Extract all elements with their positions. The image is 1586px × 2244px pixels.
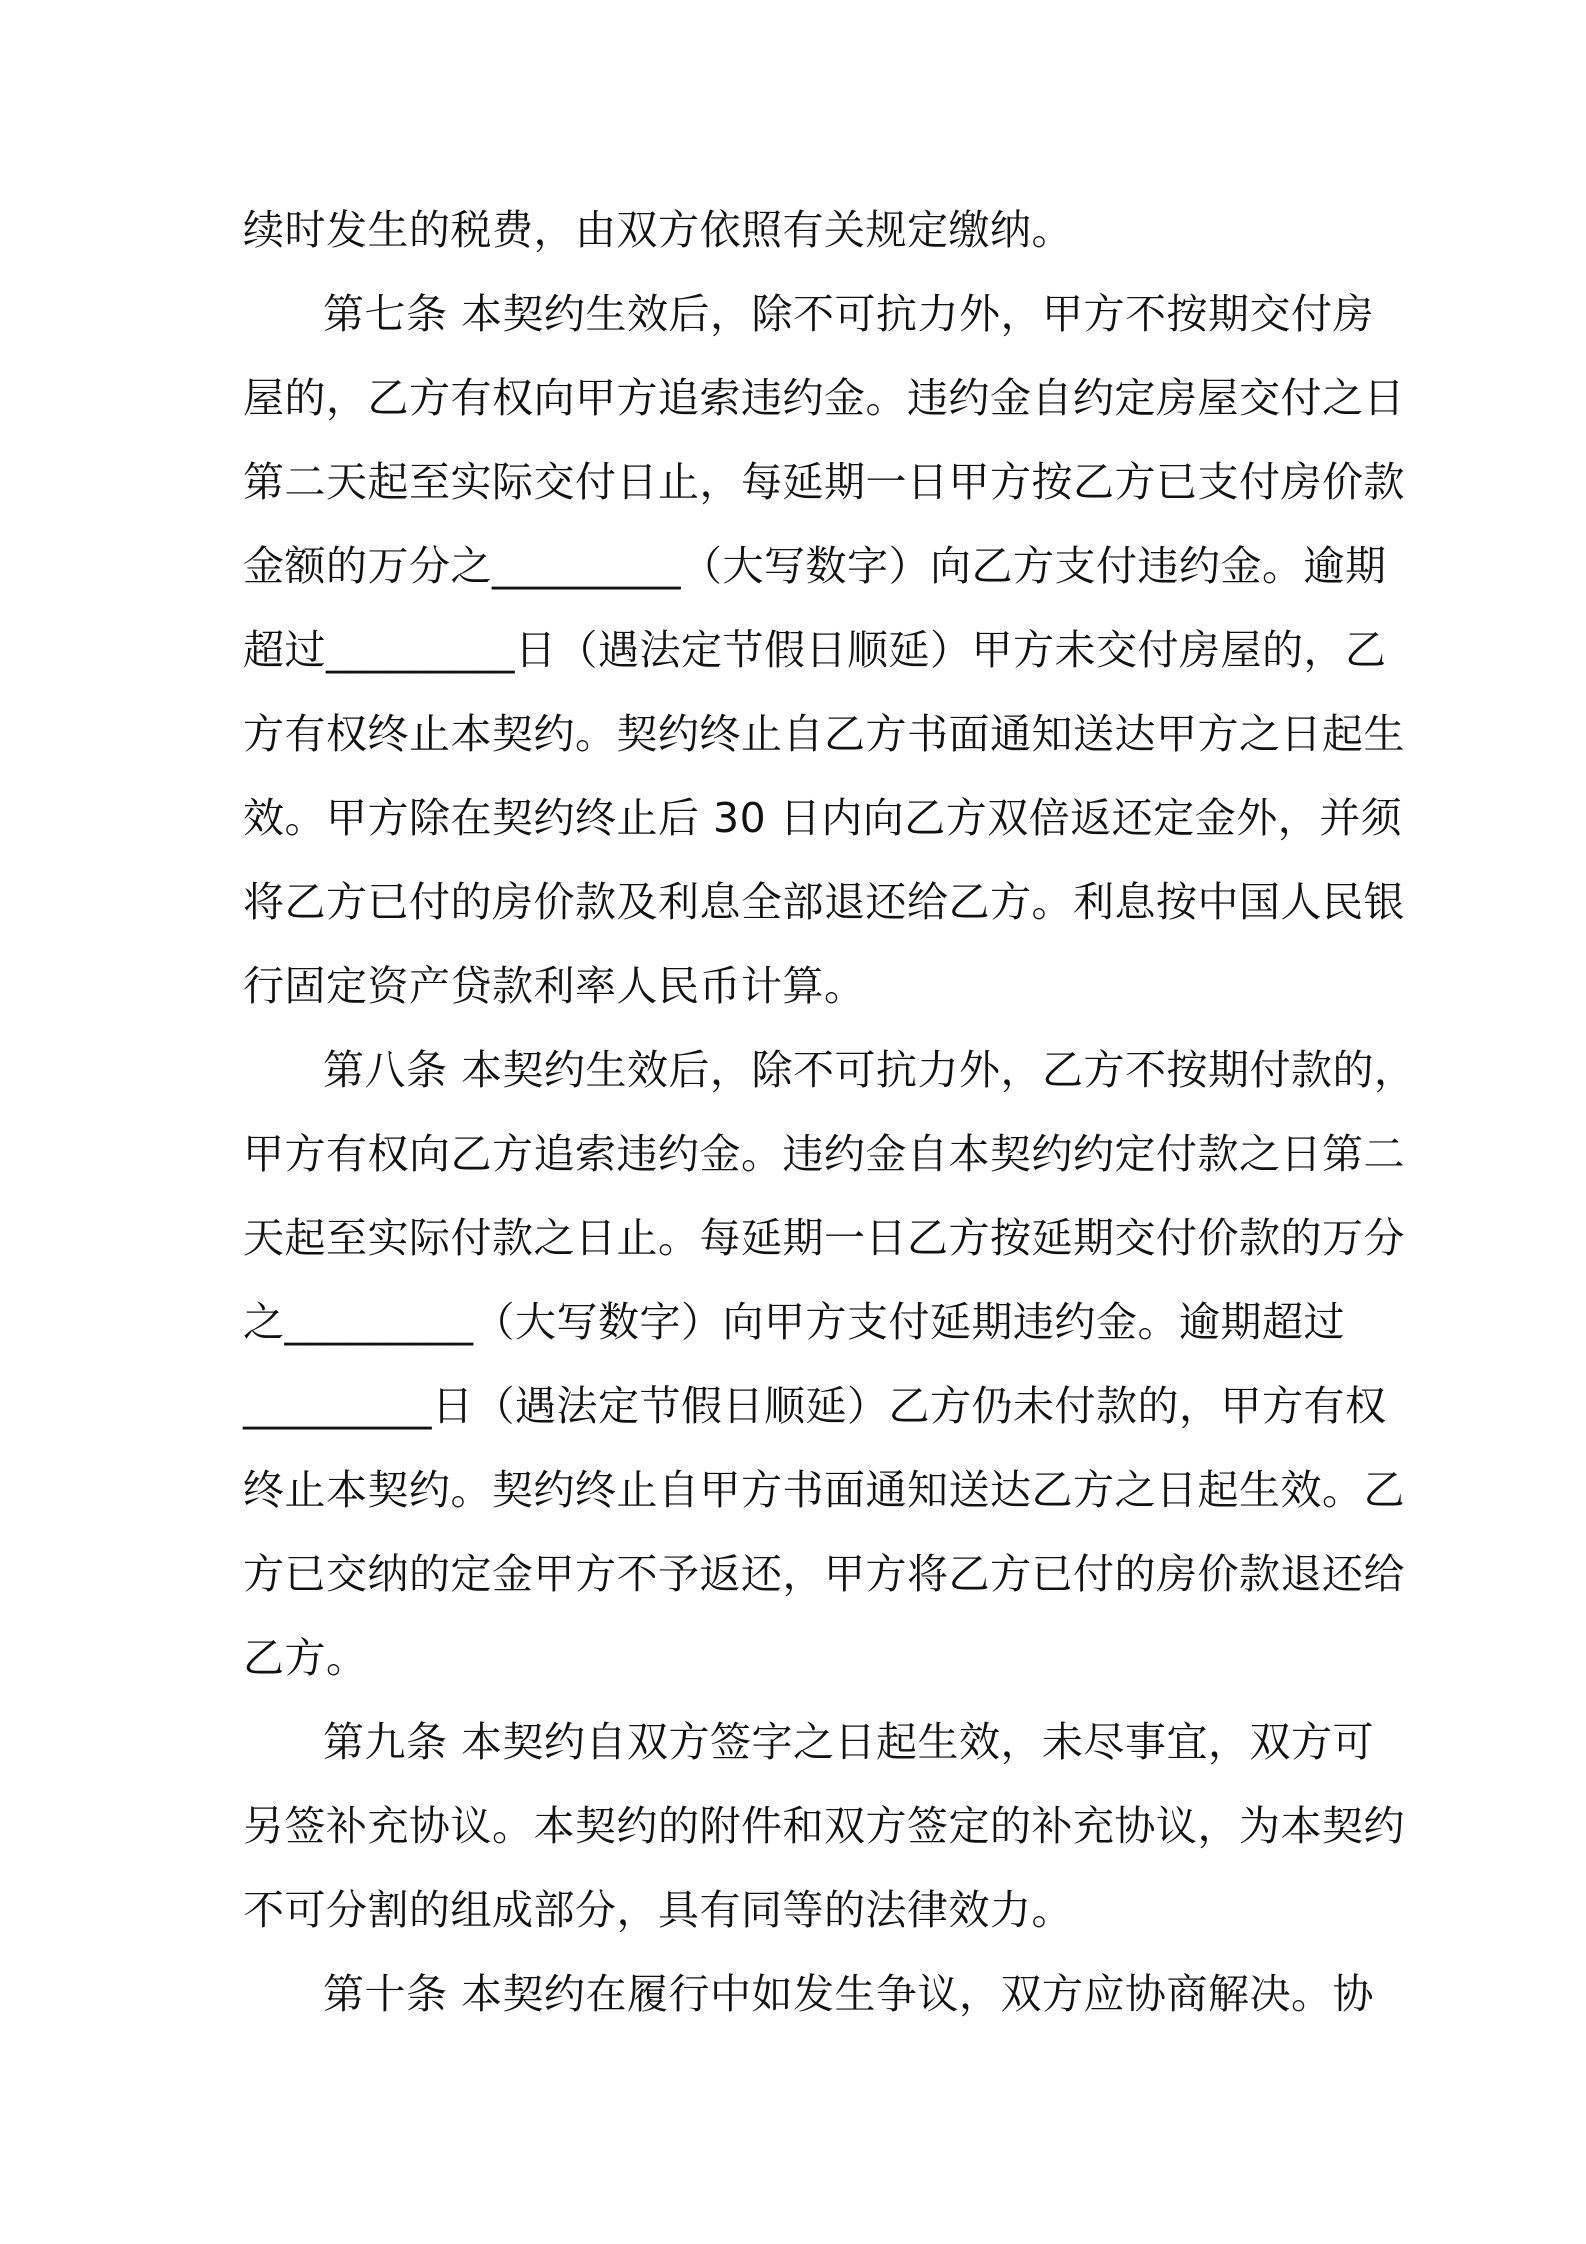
text-line: 第二天起至实际交付日止，每延期一日甲方按乙方已支付房价款 [243,458,1405,506]
article-9-heading-line: 第九条 本契约自双方签字之日起生效，未尽事宜，双方可 [323,1718,1375,1766]
text-line: _________日（遇法定节假日顺延）乙方仍未付款的，甲方有权 [243,1382,1387,1430]
text-line: 效。甲方除在契约终止后 30 日内向乙方双倍返还定金外，并须 [243,794,1403,842]
text-line: 终止本契约。契约终止自甲方书面通知送达乙方之日起生效。乙 [243,1466,1405,1514]
text-line: 甲方有权向乙方追索违约金。违约金自本契约约定付款之日第二 [243,1130,1405,1178]
text-line: 另签补充协议。本契约的附件和双方签定的补充协议，为本契约 [243,1802,1405,1850]
text-line: 天起至实际付款之日止。每延期一日乙方按延期交付价款的万分 [243,1214,1405,1262]
text-line: 屋的，乙方有权向甲方追索违约金。违约金自约定房屋交付之日 [243,374,1405,422]
text-line: 方已交纳的定金甲方不予返还，甲方将乙方已付的房价款退还给 [243,1550,1405,1598]
text-line: 续时发生的税费，由双方依照有关规定缴纳。 [243,206,1073,254]
text-line: 将乙方已付的房价款及利息全部退还给乙方。利息按中国人民银 [243,878,1405,926]
article-10-heading-line: 第十条 本契约在履行中如发生争议，双方应协商解决。协 [323,1970,1375,2018]
text-line: 行固定资产贷款利率人民币计算。 [243,962,866,1010]
text-line: 乙方。 [243,1634,368,1682]
text-line: 不可分割的组成部分，具有同等的法律效力。 [243,1886,1073,1934]
text-line: 金额的万分之_________（大写数字）向乙方支付违约金。逾期 [243,542,1387,590]
article-8-heading-line: 第八条 本契约生效后，除不可抗力外，乙方不按期付款的， [323,1046,1416,1094]
article-7-heading-line: 第七条 本契约生效后，除不可抗力外，甲方不按期交付房 [323,290,1375,338]
text-line: 之_________（大写数字）向甲方支付延期违约金。逾期超过 [243,1298,1345,1346]
text-line: 方有权终止本契约。契约终止自乙方书面通知送达甲方之日起生 [243,710,1405,758]
text-line: 超过_________日（遇法定节假日顺延）甲方未交付房屋的，乙 [243,626,1387,674]
